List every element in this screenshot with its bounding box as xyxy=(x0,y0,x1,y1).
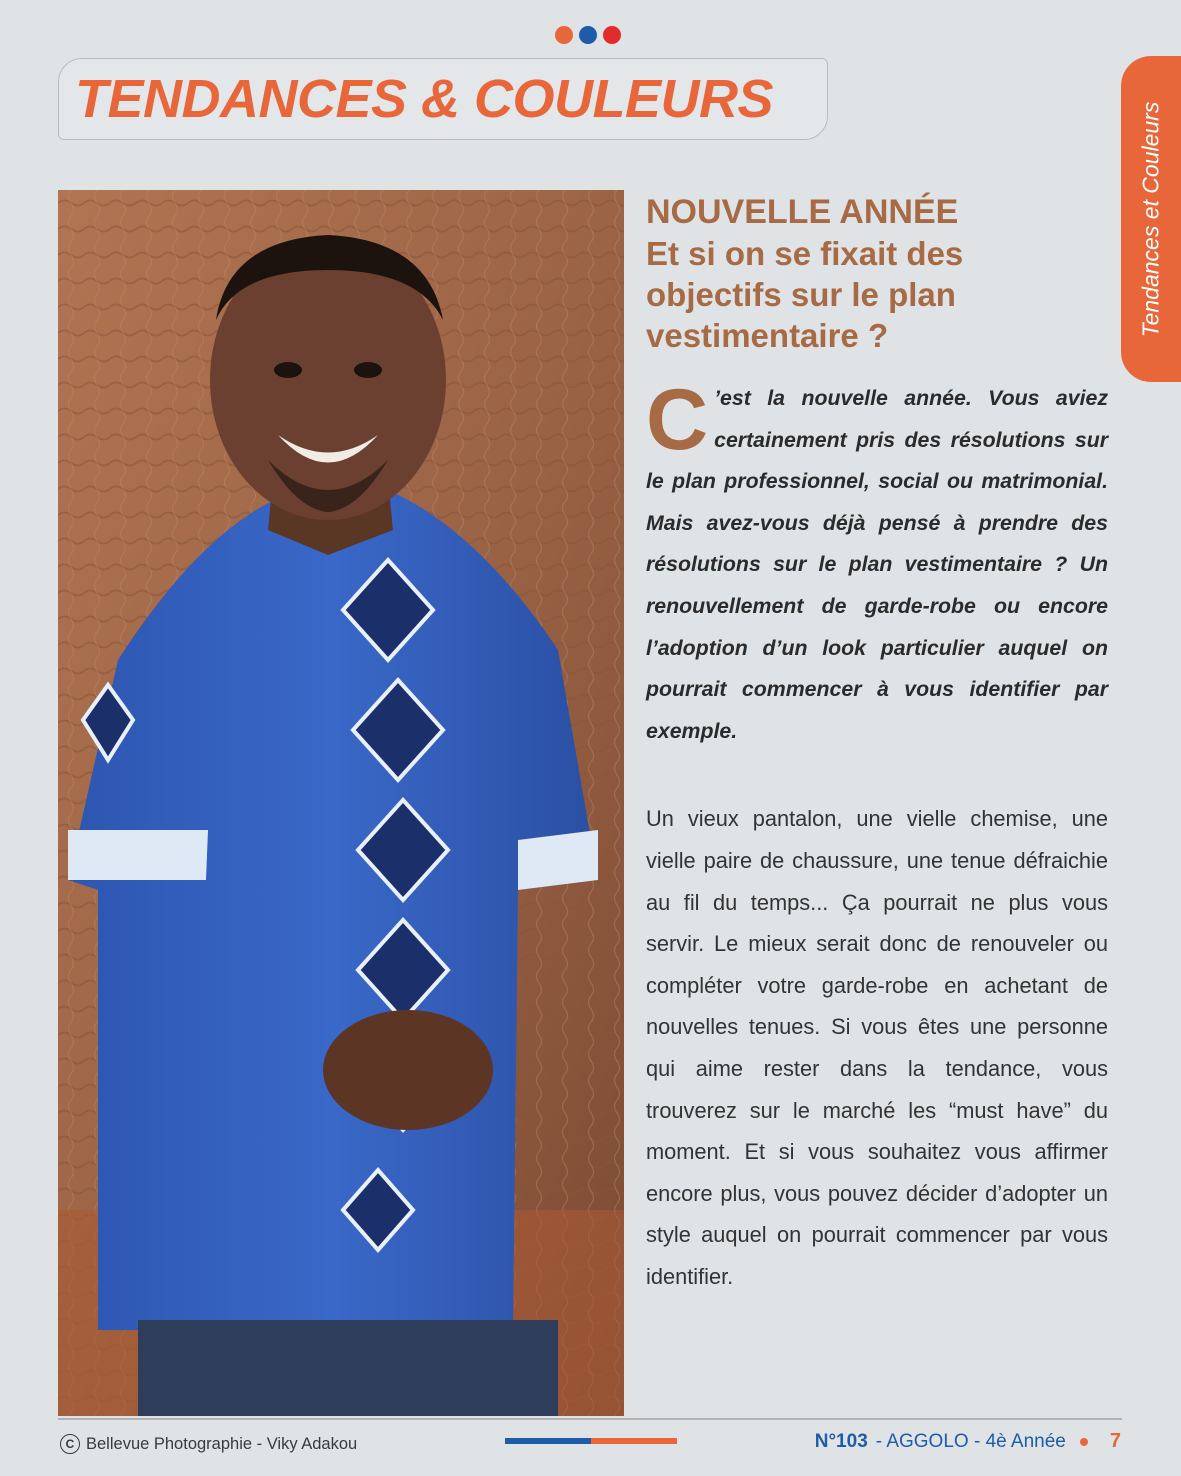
article-kicker: NOUVELLE ANNÉE xyxy=(646,193,959,231)
photo-credit xyxy=(60,1434,357,1454)
section-banner xyxy=(58,58,828,140)
decorative-dots xyxy=(555,26,621,44)
issue-rest: - AGGOLO - 4è Année xyxy=(875,1430,1066,1452)
lead-text: ’est la nouvelle année. Vous aviez certainement pris des résolutions sur le plan professionnel, social ou matrimonial. Mais avez-vous déjà pensé à prendre des résolutions sur le plan vestimentaire ? Un renouvellement de garde-robe ou encore l’adoption d’un look particulier auquel on pourrait commencer à vous identifier par exemple. xyxy=(646,386,1108,743)
drop-cap: C xyxy=(646,372,709,468)
dot-blue xyxy=(579,26,597,44)
article xyxy=(646,192,1108,1297)
side-section-tab xyxy=(1121,56,1181,382)
side-tab-label: Tendances et Couleurs xyxy=(1137,101,1164,337)
footer-bar-orange xyxy=(591,1438,677,1444)
portrait-illustration xyxy=(58,190,624,1416)
article-body: Un vieux pantalon, une vielle chemise, une vielle paire de chaussure, une tenue défraichie au fil du temps... Ça pourrait ne plus vous servir. Le mieux serait donc de renouveler ou compléter votre garde-robe en achetant de nouvelles tenues. Si vous êtes une personne qui aime rester dans la tendance, vous trouverez sur le marché les “must have” du moment. Et si vous souhaitez vous affirmer encore plus, vous pouvez décider d’adopter un style auquel on pourrait commencer par vous identifier. xyxy=(646,806,1108,1289)
article-photo xyxy=(58,190,624,1416)
page-number: 7 xyxy=(1109,1430,1121,1452)
article-lead xyxy=(646,372,1108,752)
footer-color-bar xyxy=(505,1438,677,1444)
section-title: TENDANCES & COULEURS xyxy=(75,69,774,129)
credit-text: Bellevue Photographie - Viky Adakou xyxy=(86,1434,358,1453)
article-headline: Et si on se fixait des objectifs sur le plan vestimentaire ? xyxy=(646,235,964,354)
issue-number: N°103 xyxy=(814,1430,868,1452)
footer-divider xyxy=(58,1418,1122,1420)
separator-dot xyxy=(1080,1438,1088,1446)
dot-orange xyxy=(555,26,573,44)
issue-info xyxy=(815,1430,1121,1453)
dot-red xyxy=(603,26,621,44)
copyright-icon: C xyxy=(60,1434,80,1454)
footer-bar-blue xyxy=(505,1438,591,1444)
